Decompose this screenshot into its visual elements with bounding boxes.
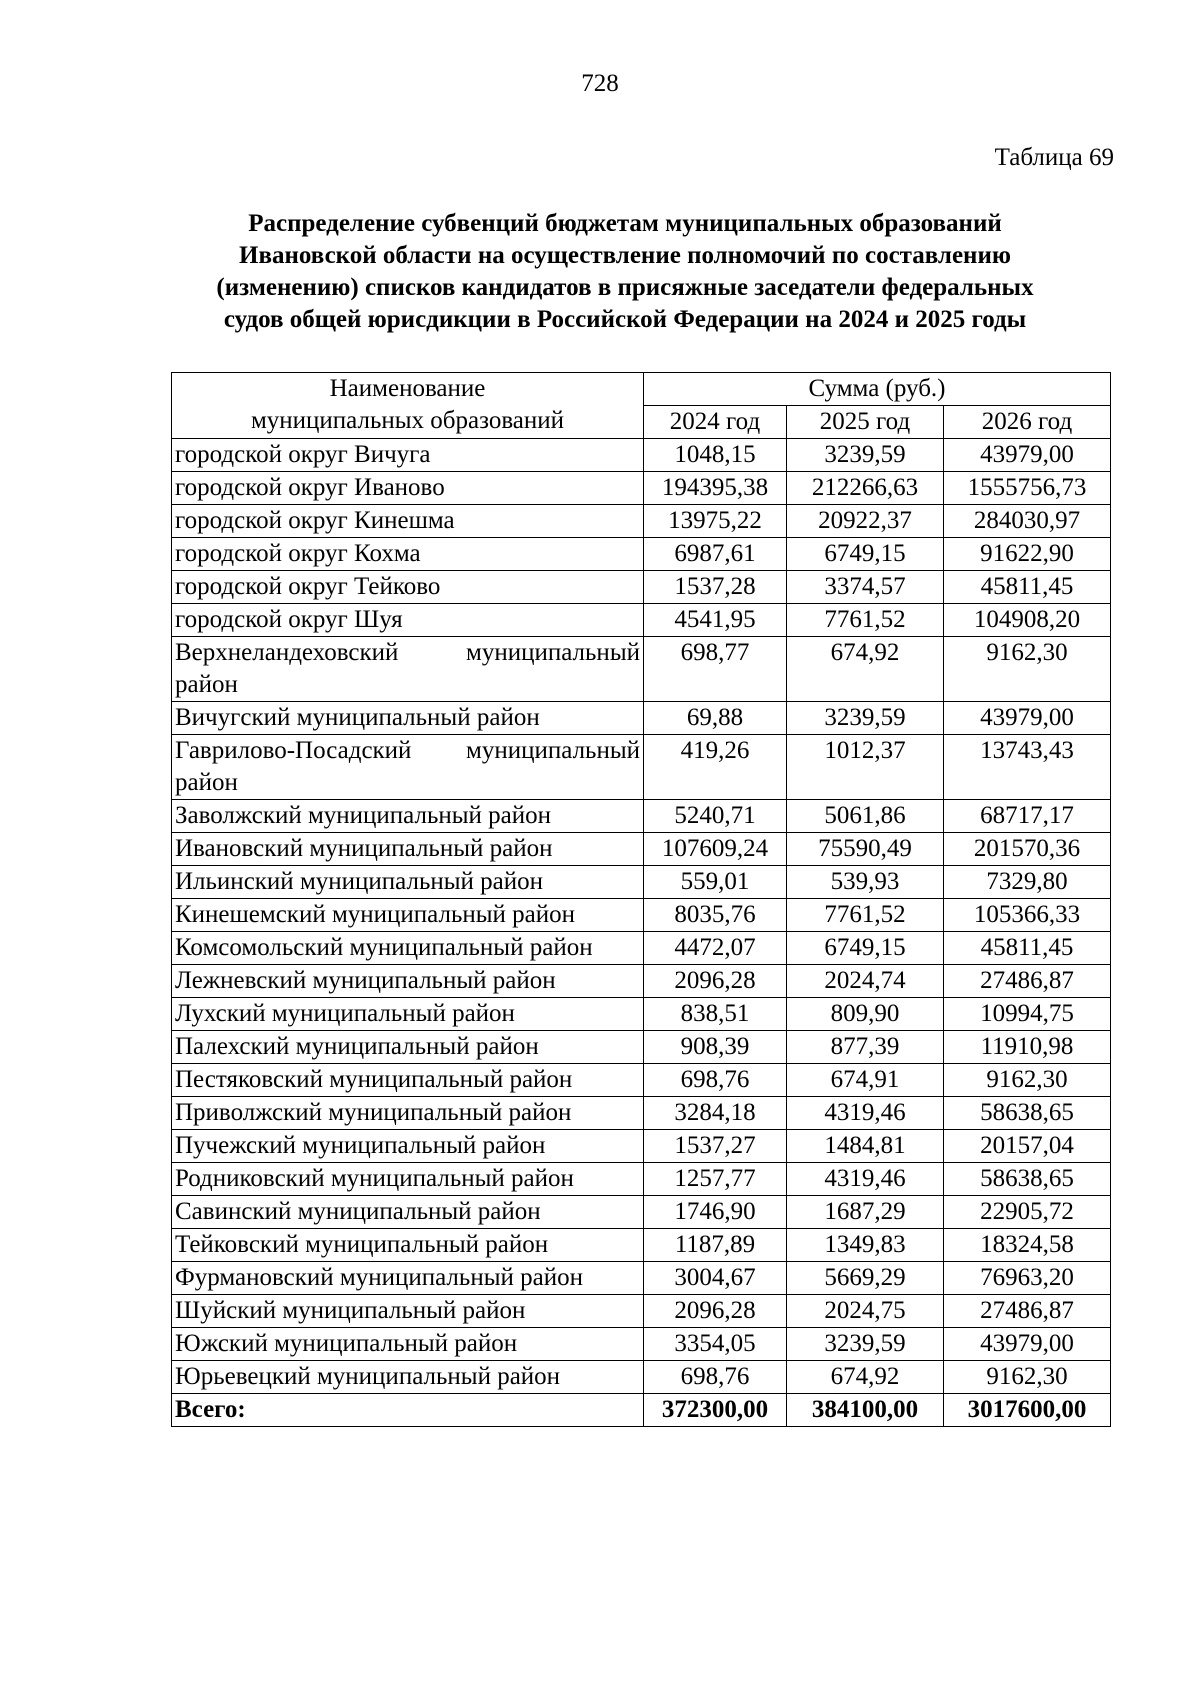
- row-value-2024: 1187,89: [644, 1229, 787, 1262]
- row-value-2024: 1537,28: [644, 571, 787, 604]
- row-name: городской округ Тейково: [172, 571, 644, 604]
- row-value-2024: 908,39: [644, 1031, 787, 1064]
- header-name-line2: муниципальных образований: [250, 407, 565, 434]
- subsidy-table: [171, 372, 1111, 1427]
- row-value-2026: 11910,98: [944, 1031, 1111, 1064]
- row-name: городской округ Шуя: [172, 604, 644, 637]
- page-number: 728: [581, 70, 619, 97]
- row-name: Лухский муниципальный район: [172, 998, 644, 1031]
- row-value-2025: 2024,75: [787, 1295, 944, 1328]
- row-value-2025: 212266,63: [787, 472, 944, 505]
- row-name: Фурмановский муниципальный район: [172, 1262, 644, 1295]
- row-value-2026: 9162,30: [944, 1361, 1111, 1394]
- table-row: [172, 735, 1111, 800]
- row-value-2026: 105366,33: [944, 899, 1111, 932]
- row-value-2026: 27486,87: [944, 1295, 1111, 1328]
- row-value-2026: 43979,00: [944, 439, 1111, 472]
- row-name: Приволжский муниципальный район: [172, 1097, 644, 1130]
- row-value-2026: 58638,65: [944, 1097, 1111, 1130]
- title-line: (изменению) списков кандидатов в присяжные заседатели федеральных: [216, 274, 1034, 301]
- table-row: [172, 1163, 1111, 1196]
- row-name: Заволжский муниципальный район: [172, 800, 644, 833]
- table-row: [172, 833, 1111, 866]
- row-name: городской округ Иваново: [172, 472, 644, 505]
- row-value-2026: 9162,30: [944, 637, 1111, 702]
- row-value-2024: 698,76: [644, 1361, 787, 1394]
- row-name: Родниковский муниципальный район: [172, 1163, 644, 1196]
- table-row: [172, 1229, 1111, 1262]
- row-value-2024: 13975,22: [644, 505, 787, 538]
- row-value-2025: 5669,29: [787, 1262, 944, 1295]
- row-value-2026: 58638,65: [944, 1163, 1111, 1196]
- row-name: городской округ Кинешма: [172, 505, 644, 538]
- row-value-2025: 4319,46: [787, 1097, 944, 1130]
- row-value-2026: 27486,87: [944, 965, 1111, 998]
- table-row: [172, 800, 1111, 833]
- row-value-2025: 6749,15: [787, 538, 944, 571]
- row-name: Савинский муниципальный район: [172, 1196, 644, 1229]
- row-value-2026: 45811,45: [944, 571, 1111, 604]
- row-value-2025: 75590,49: [787, 833, 944, 866]
- total-label: Всего:: [172, 1394, 644, 1427]
- table-row: [172, 571, 1111, 604]
- row-value-2026: 76963,20: [944, 1262, 1111, 1295]
- row-value-2025: 3239,59: [787, 702, 944, 735]
- table-row: [172, 866, 1111, 899]
- row-value-2024: 2096,28: [644, 1295, 787, 1328]
- row-value-2024: 5240,71: [644, 800, 787, 833]
- row-name: Верхнеландеховский муниципальный район: [172, 637, 644, 702]
- total-2024: 372300,00: [644, 1394, 787, 1427]
- row-value-2025: 4319,46: [787, 1163, 944, 1196]
- row-name: Палехский муниципальный район: [172, 1031, 644, 1064]
- table-row: [172, 1097, 1111, 1130]
- title-line: Ивановской области на осуществление полномочий по составлению: [239, 242, 1011, 269]
- row-value-2024: 2096,28: [644, 965, 787, 998]
- row-value-2025: 674,92: [787, 1361, 944, 1394]
- row-value-2025: 539,93: [787, 866, 944, 899]
- row-name: Ильинский муниципальный район: [172, 866, 644, 899]
- row-name: Ивановский муниципальный район: [172, 833, 644, 866]
- row-name: Кинешемский муниципальный район: [172, 899, 644, 932]
- table-row: [172, 505, 1111, 538]
- row-value-2026: 1555756,73: [944, 472, 1111, 505]
- row-value-2025: 674,92: [787, 637, 944, 702]
- header-name-line1: Наименование: [329, 375, 486, 402]
- table-row: [172, 538, 1111, 571]
- row-value-2025: 674,91: [787, 1064, 944, 1097]
- row-value-2026: 91622,90: [944, 538, 1111, 571]
- row-value-2024: 107609,24: [644, 833, 787, 866]
- table-row: [172, 1361, 1111, 1394]
- total-2026: 3017600,00: [944, 1394, 1111, 1427]
- row-name: городской округ Вичуга: [172, 439, 644, 472]
- row-value-2026: 22905,72: [944, 1196, 1111, 1229]
- row-name: Вичугский муниципальный район: [172, 702, 644, 735]
- table-row: [172, 1295, 1111, 1328]
- row-name: Пестяковский муниципальный район: [172, 1064, 644, 1097]
- table-row: [172, 932, 1111, 965]
- header-year-2025: 2025 год: [787, 406, 944, 439]
- total-2025: 384100,00: [787, 1394, 944, 1427]
- row-value-2026: 9162,30: [944, 1064, 1111, 1097]
- table-row: [172, 637, 1111, 702]
- total-row: [172, 1394, 1111, 1427]
- row-value-2025: 5061,86: [787, 800, 944, 833]
- row-value-2025: 7761,52: [787, 604, 944, 637]
- row-value-2025: 1012,37: [787, 735, 944, 800]
- table-row: [172, 1262, 1111, 1295]
- row-value-2025: 3239,59: [787, 1328, 944, 1361]
- row-name: Шуйский муниципальный район: [172, 1295, 644, 1328]
- row-name: Пучежский муниципальный район: [172, 1130, 644, 1163]
- table-row: [172, 604, 1111, 637]
- row-value-2026: 43979,00: [944, 702, 1111, 735]
- row-value-2025: 3239,59: [787, 439, 944, 472]
- row-value-2024: 1537,27: [644, 1130, 787, 1163]
- row-value-2026: 20157,04: [944, 1130, 1111, 1163]
- document-title: [150, 208, 1100, 336]
- row-value-2024: 69,88: [644, 702, 787, 735]
- table-body: [172, 439, 1111, 1394]
- row-value-2025: 877,39: [787, 1031, 944, 1064]
- row-value-2025: 3374,57: [787, 571, 944, 604]
- row-value-2026: 13743,43: [944, 735, 1111, 800]
- header-name: [172, 373, 644, 439]
- title-line: Распределение субвенций бюджетам муниципальных образований: [248, 210, 1002, 237]
- table-row: [172, 1196, 1111, 1229]
- table-row: [172, 965, 1111, 998]
- row-value-2024: 1746,90: [644, 1196, 787, 1229]
- row-value-2024: 6987,61: [644, 538, 787, 571]
- row-value-2025: 6749,15: [787, 932, 944, 965]
- row-value-2026: 10994,75: [944, 998, 1111, 1031]
- table-row: [172, 1031, 1111, 1064]
- row-value-2025: 7761,52: [787, 899, 944, 932]
- row-name: Лежневский муниципальный район: [172, 965, 644, 998]
- row-value-2024: 1048,15: [644, 439, 787, 472]
- table-row: [172, 1130, 1111, 1163]
- table-row: [172, 899, 1111, 932]
- table-row: [172, 998, 1111, 1031]
- row-value-2024: 4541,95: [644, 604, 787, 637]
- row-value-2026: 201570,36: [944, 833, 1111, 866]
- row-value-2024: 4472,07: [644, 932, 787, 965]
- table-label: Таблица 69: [994, 144, 1114, 171]
- header-year-2024: 2024 год: [644, 406, 787, 439]
- table-row: [172, 1328, 1111, 1361]
- row-value-2024: 419,26: [644, 735, 787, 800]
- table-row: [172, 472, 1111, 505]
- row-value-2025: 1484,81: [787, 1130, 944, 1163]
- table-row: [172, 702, 1111, 735]
- row-value-2025: 1349,83: [787, 1229, 944, 1262]
- row-name: Комсомольский муниципальный район: [172, 932, 644, 965]
- table-row: [172, 439, 1111, 472]
- row-value-2024: 8035,76: [644, 899, 787, 932]
- row-value-2025: 20922,37: [787, 505, 944, 538]
- row-value-2025: 1687,29: [787, 1196, 944, 1229]
- row-value-2024: 3354,05: [644, 1328, 787, 1361]
- row-value-2026: 7329,80: [944, 866, 1111, 899]
- row-value-2026: 45811,45: [944, 932, 1111, 965]
- row-value-2024: 698,77: [644, 637, 787, 702]
- table-row: [172, 1064, 1111, 1097]
- row-value-2024: 698,76: [644, 1064, 787, 1097]
- header-year-2026: 2026 год: [944, 406, 1111, 439]
- row-value-2024: 3004,67: [644, 1262, 787, 1295]
- row-value-2026: 104908,20: [944, 604, 1111, 637]
- row-value-2025: 809,90: [787, 998, 944, 1031]
- row-value-2026: 68717,17: [944, 800, 1111, 833]
- row-value-2026: 43979,00: [944, 1328, 1111, 1361]
- row-name: Гаврилово-Посадский муниципальный район: [172, 735, 644, 800]
- title-line: судов общей юрисдикции в Российской Федерации на 2024 и 2025 годы: [223, 306, 1027, 333]
- row-value-2026: 18324,58: [944, 1229, 1111, 1262]
- header-sum: Сумма (руб.): [644, 373, 1111, 406]
- row-name: Тейковский муниципальный район: [172, 1229, 644, 1262]
- row-value-2024: 559,01: [644, 866, 787, 899]
- row-value-2024: 3284,18: [644, 1097, 787, 1130]
- row-value-2024: 838,51: [644, 998, 787, 1031]
- row-value-2024: 1257,77: [644, 1163, 787, 1196]
- row-value-2024: 194395,38: [644, 472, 787, 505]
- row-name: Юрьевецкий муниципальный район: [172, 1361, 644, 1394]
- row-name: городской округ Кохма: [172, 538, 644, 571]
- row-value-2025: 2024,74: [787, 965, 944, 998]
- row-name: Южский муниципальный район: [172, 1328, 644, 1361]
- row-value-2026: 284030,97: [944, 505, 1111, 538]
